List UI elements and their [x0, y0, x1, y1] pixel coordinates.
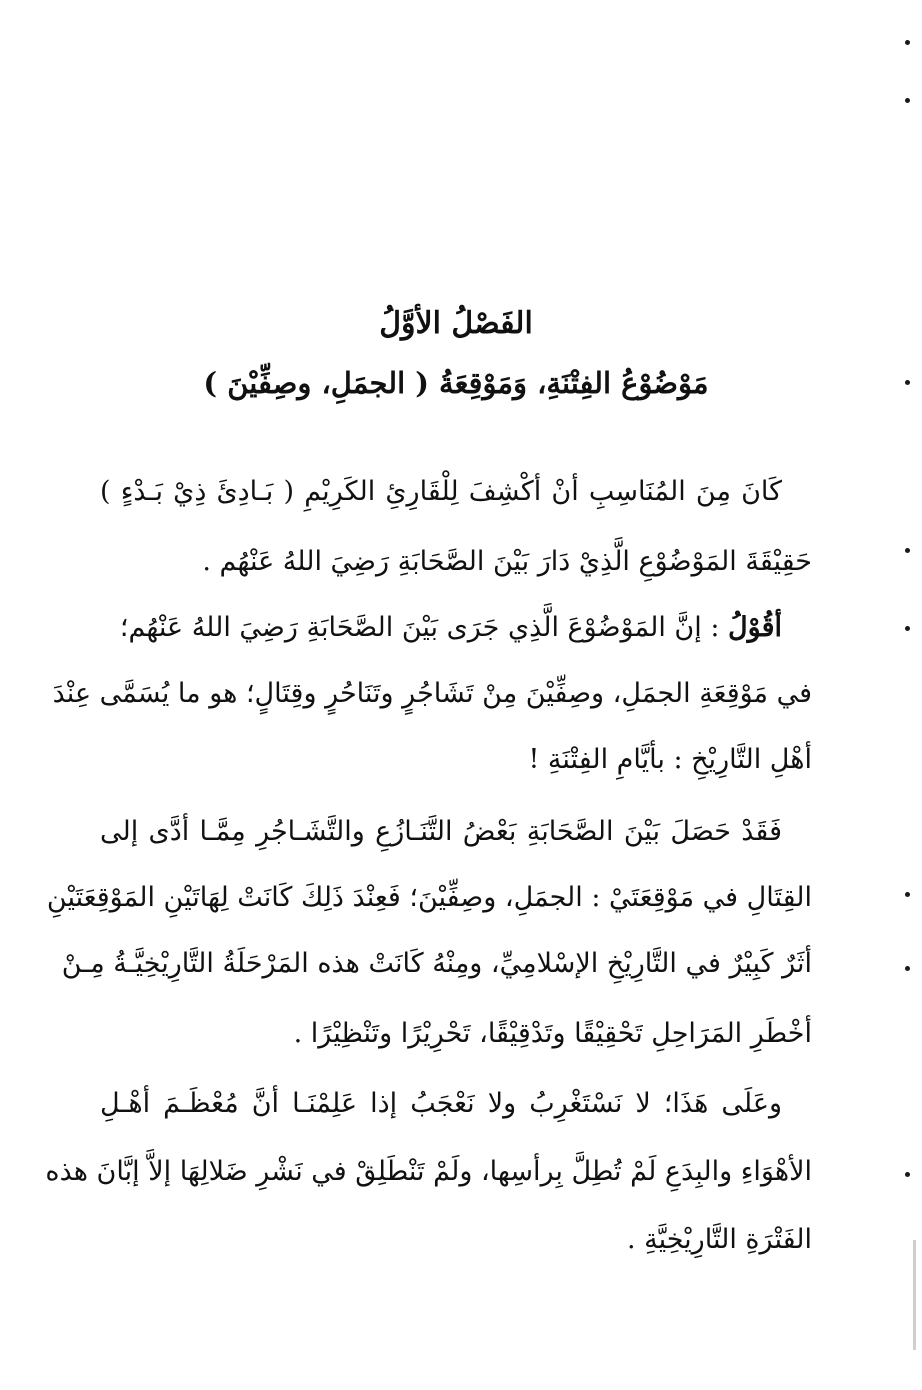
scan-artifact-dot: [905, 966, 910, 971]
chapter-title: الفَصْلُ الأوَّلُ: [379, 306, 533, 341]
paragraph-2-line-2: في مَوْقِعَةِ الجمَلِ، وصِفِّيْنَ مِنْ تَشَاجُرٍ وتَنَاحُرٍ وقِتَالٍ؛ هو ما يُسَمَّى عِنْدَ: [52, 678, 812, 709]
scan-artifact-dot: [905, 380, 910, 385]
paragraph-3-line-3: أثَرٌ كَبِيْرٌ في التَّارِيْخِ الإسْلامِيِّ، ومِنْهُ كَانَتْ هذه المَرْحَلَةُ التَّارِيْخِيَّـةُ مِـنْ: [61, 948, 812, 979]
paragraph-4-line-3: الفَتْرَةِ التَّارِيْخِيَّةِ .: [626, 1224, 812, 1255]
scan-artifact-dot: [905, 1172, 910, 1177]
chapter-subtitle: مَوْضُوْعُ الفِتْنَةِ، وَمَوْقِعَةُ ( الجمَلِ، وصِفِّيْنَ ): [203, 366, 709, 400]
scan-artifact-dot: [905, 40, 910, 45]
paragraph-1-line-2: حَقِيْقَةَ المَوْضُوْعِ الَّذِيْ دَارَ بَيْنَ الصَّحَابَةِ رَضِيَ اللهُ عَنْهُم .: [202, 546, 812, 577]
paragraph-2-line-1-text: : إنَّ المَوْضُوْعَ الَّذِي جَرَى بَيْنَ الصَّحَابَةِ رَضِيَ اللهُ عَنْهُم؛: [119, 612, 729, 643]
scan-artifact-dot: [905, 892, 910, 897]
scan-artifact-dot: [905, 548, 910, 553]
paragraph-3-line-1: فَقَدْ حَصَلَ بَيْنَ الصَّحَابَةِ بَعْضُ التَّنَـازُعِ والتَّشَـاجُرِ مِمَّـا أدَّى إلى: [100, 816, 782, 847]
paragraph-2-lead-word: أقُوْلُ: [728, 612, 782, 643]
paragraph-2-line-3: أهْلِ التَّارِيْخِ : بأيَّامِ الفِتْنَةِ !: [528, 744, 812, 775]
scan-artifact-dot: [905, 626, 910, 631]
paragraph-3-line-2: القِتَالِ في مَوْقِعَتَيْ : الجمَلِ، وصِفِّيْنَ؛ فَعِنْدَ ذَلِكَ كَانَتْ لِهَاتَيْنِ المَوْقِعَتَيْنِ: [46, 882, 812, 913]
scan-artifact-dot: [905, 98, 910, 103]
paragraph-2-line-1: [100, 604, 812, 652]
scan-edge-shadow: [913, 1240, 916, 1350]
paragraph-3-line-4: أخْطَرِ المَرَاحِلِ تَحْقِيْقًا وتَدْقِيْقًا، تَحْرِيْرًا وتَنْظِيْرًا .: [293, 1018, 812, 1049]
paragraph-4-line-2: الأهْوَاءِ والبِدَعِ لَمْ تُطِلَّ بِرأسِها، ولَمْ تَنْطَلِقْ في نَشْرِ ضَلالِهَا إلاَّ إبَّانَ هذه: [45, 1156, 812, 1187]
paragraph-1-line-1: كَانَ مِنَ المُنَاسِبِ أنْ أكْشِفَ لِلْقَارِئِ الكَرِيْمِ ( بَـادِئَ ذِيْ بَـدْءٍ ): [100, 476, 782, 507]
paragraph-4-line-1: وعَلَى هَذَا؛ لا نَسْتَغْرِبُ ولا نَعْجَبُ إذا عَلِمْنَـا أنَّ مُعْظَـمَ أهْـلِ: [100, 1088, 782, 1119]
